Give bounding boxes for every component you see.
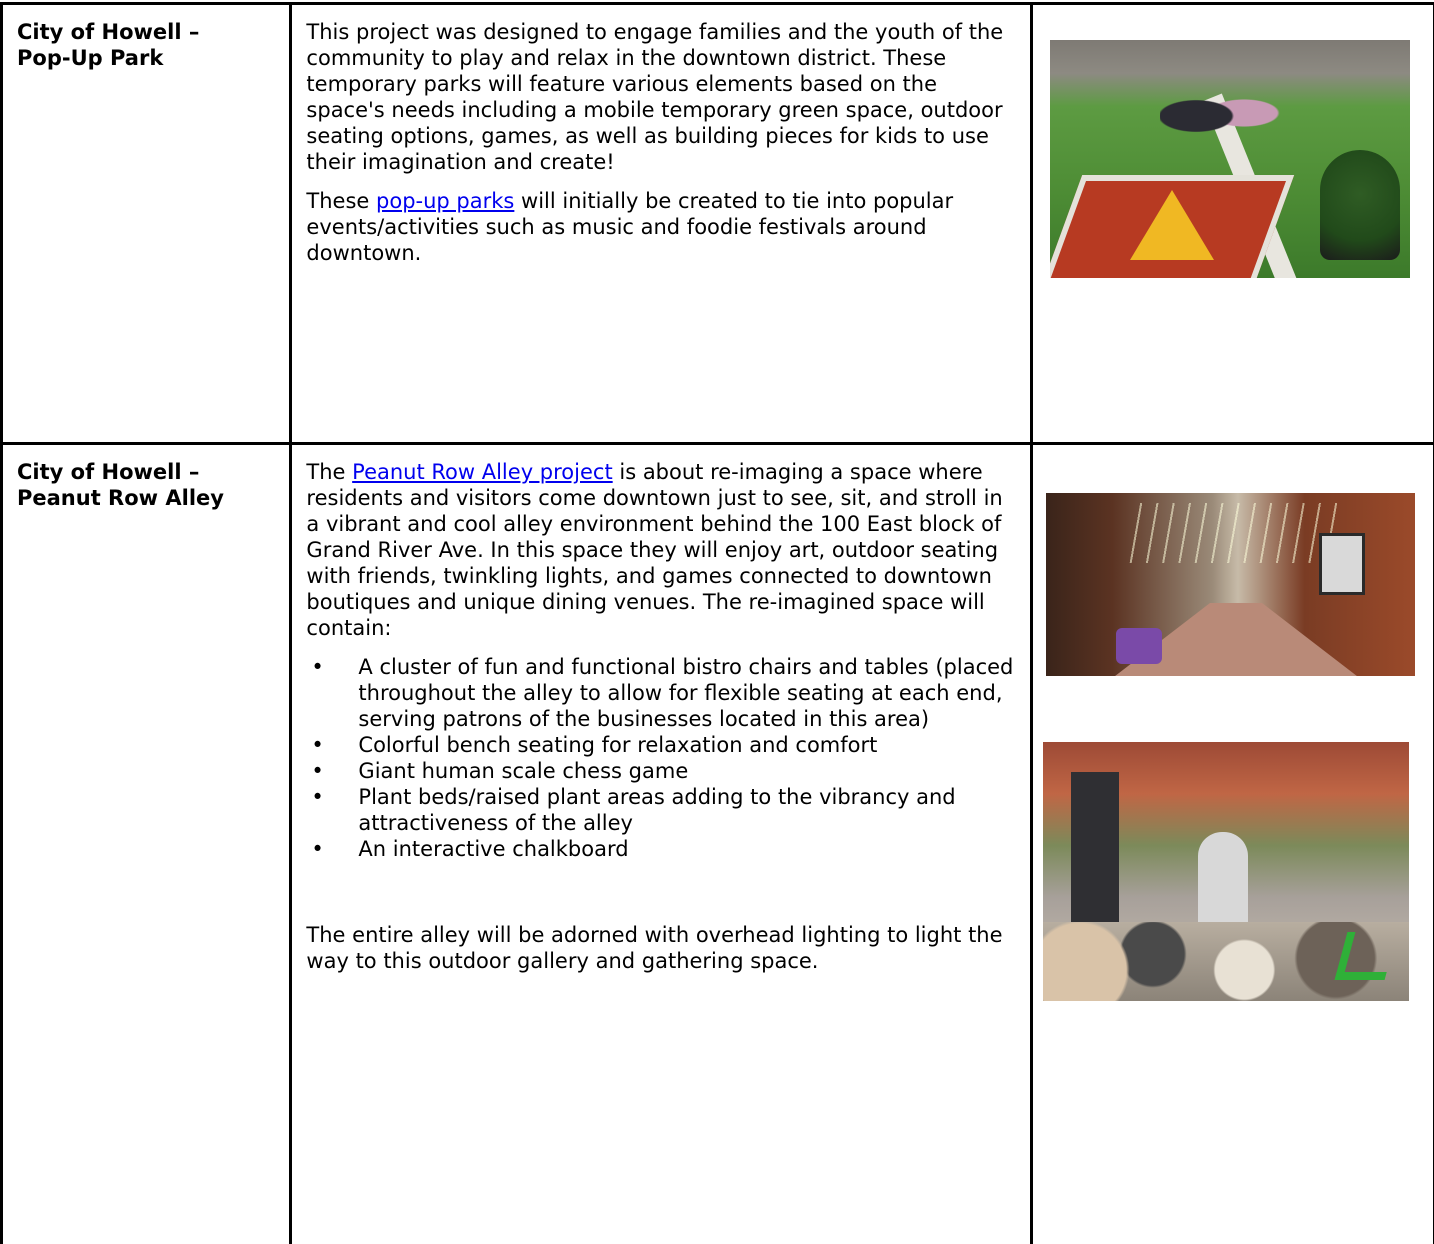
project-name-line2: Pop-Up Park [17,46,163,70]
description-paragraph [306,459,1016,641]
project-name-line1: City of Howell – [17,20,199,44]
photo-sign [1071,772,1119,942]
text-span: The [306,460,352,484]
project-name [3,5,289,71]
text-span: These [306,189,376,213]
pop-up-parks-link[interactable]: pop-up parks [376,189,514,213]
description-paragraph [306,188,1016,266]
project-name-line1: City of Howell – [17,460,199,484]
list-item: • An interactive chalkboard [344,836,1016,862]
list-item: • Plant beds/raised plant areas adding to the vibrancy and attractiveness of the alley [344,784,1016,836]
text-span: will initially be created to tie into popular events/activities such as music and foodie festivals around downtown. [306,189,953,265]
list-item: • Giant human scale chess game [344,758,1016,784]
photo-chair [1116,628,1162,664]
description-paragraph: This project was designed to engage families and the youth of the community to play and relax in the downtown district. These temporary parks will feature various elements based on the space's needs including a mobile temporary green space, outdoor seating options, games, as well as building pieces for kids to use their imagination and create! [306,19,1016,175]
peanut-row-alley-photo [1046,493,1415,676]
pop-up-park-photo [1050,40,1410,278]
alley-concert-photo [1043,742,1409,1001]
project-description-cell [291,444,1032,1244]
project-name-cell [2,4,291,444]
photo-plant-pot [1320,150,1400,260]
list-item: • A cluster of fun and functional bistro chairs and tables (placed throughout the alley to allow for flexible seating at each end, serving patrons of the businesses located in this area) [344,654,1016,732]
project-name [3,445,289,511]
photo-people [1160,80,1280,140]
photo-string-lights [1126,503,1346,563]
text-span: is about re-imaging a space where residents and visitors come downtown just to see, sit, and stroll in a vibrant and cool alley environment behind the 100 East block of Grand River Ave. In this space they will enjoy art, outdoor seating with friends, twinkling lights, and games connected to downtown boutiques and unique dining venues. The re-imagined space will contain: [306,460,1002,640]
photo-poster [1319,533,1365,595]
project-description-cell [291,4,1032,444]
project-name-line2: Peanut Row Alley [17,486,224,510]
peanut-row-alley-link[interactable]: Peanut Row Alley project [352,460,613,484]
photo-star [1130,190,1214,260]
features-list [306,654,1016,862]
description-paragraph: The entire alley will be adorned with overhead lighting to light the way to this outdoor gallery and gathering space. [306,922,1016,974]
project-name-cell [2,444,291,1244]
list-item: • Colorful bench seating for relaxation and comfort [344,732,1016,758]
